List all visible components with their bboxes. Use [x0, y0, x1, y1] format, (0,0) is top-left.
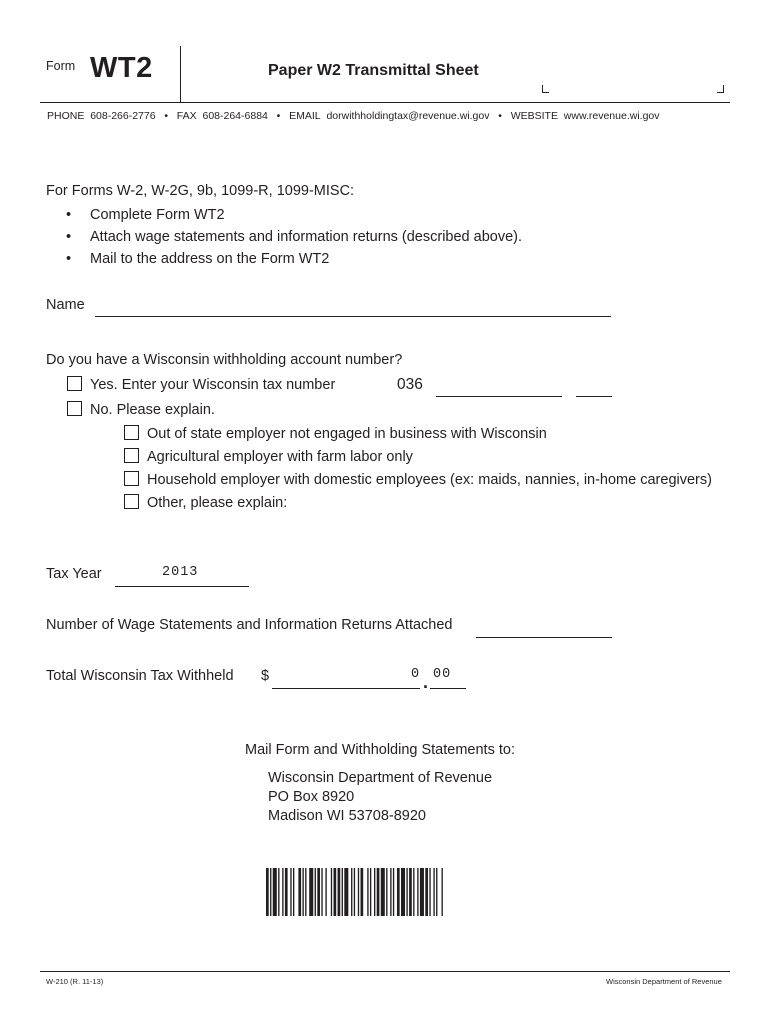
wage-statements-label: Number of Wage Statements and Information Returns Attached [46, 617, 453, 633]
header-divider [180, 46, 181, 102]
barcode-bar [425, 868, 428, 916]
barcode-bar [282, 868, 283, 916]
reason-label: Other, please explain: [147, 495, 288, 511]
separator: • [164, 110, 169, 122]
footer-rule [40, 971, 730, 972]
wage-statements-field[interactable] [477, 617, 611, 635]
form-id: W-210 (R. 11-13) [46, 977, 104, 986]
barcode-bar [270, 868, 271, 916]
barcode-bar [273, 868, 277, 916]
other-checkbox[interactable] [124, 494, 139, 509]
name-label: Name [46, 297, 85, 313]
separator: • [498, 110, 502, 122]
instruction-item: Mail to the address on the Form WT2 [90, 251, 330, 267]
agricultural-checkbox[interactable] [124, 448, 139, 463]
yes-label: Yes. Enter your Wisconsin tax number [90, 377, 336, 393]
barcode-bar [298, 868, 301, 916]
separator: • [276, 110, 281, 122]
name-field[interactable] [96, 297, 610, 315]
phone-number: 608-266-2776 [90, 110, 156, 122]
instruction-item: Complete Form WT2 [90, 207, 225, 223]
yes-checkbox[interactable] [67, 376, 82, 391]
form-number: WT2 [90, 52, 153, 84]
tax-number-underline [436, 396, 562, 397]
withholding-question: Do you have a Wisconsin withholding account number? [46, 352, 403, 368]
barcode-bar [386, 868, 387, 916]
dollars-underline [272, 688, 420, 689]
barcode-bar [325, 868, 326, 916]
barcode-bar [420, 868, 424, 916]
cents-underline [430, 688, 466, 689]
mailing-line: Wisconsin Department of Revenue [268, 770, 493, 786]
website-url: www.revenue.wi.gov [563, 110, 660, 122]
barcode-bar [293, 868, 294, 916]
tax-number-suffix-underline [576, 396, 612, 397]
barcode [266, 868, 506, 916]
barcode-bar [367, 868, 368, 916]
barcode-bar [331, 868, 332, 916]
barcode-bar [409, 868, 412, 916]
barcode-bar [377, 868, 380, 916]
barcode-bar [390, 868, 391, 916]
total-cents-field[interactable]: 00 [433, 667, 452, 682]
name-underline [95, 316, 611, 317]
bullet: • [66, 207, 72, 223]
barcode-bar [309, 868, 313, 916]
barcode-bar [406, 868, 407, 916]
mailing-line: Madison WI 53708-8920 [268, 808, 426, 824]
currency-symbol: $ [261, 668, 270, 684]
reason-label: Agricultural employer with farm labor only [147, 449, 413, 465]
barcode-bar [321, 868, 322, 916]
website-label: WEBSITE [510, 110, 558, 122]
bullet: • [66, 251, 72, 267]
barcode-bar [354, 868, 355, 916]
barcode-bar [361, 868, 364, 916]
corner-mark-right [717, 85, 724, 93]
instruction-item: Attach wage statements and information returns (described above). [90, 229, 523, 245]
total-dollars-field[interactable]: 0 [411, 667, 420, 682]
total-withheld-label: Total Wisconsin Tax Withheld [46, 668, 234, 684]
mailing-line: PO Box 8920 [268, 789, 355, 805]
instructions-intro: For Forms W-2, W-2G, 9b, 1099-R, 1099-MISC: [46, 183, 355, 199]
corner-mark-left [542, 85, 549, 93]
barcode-bar [374, 868, 375, 916]
barcode-bar [397, 868, 400, 916]
barcode-bar [305, 868, 306, 916]
barcode-bar [429, 868, 430, 916]
barcode-bar [338, 868, 341, 916]
tax-year-label: Tax Year [46, 566, 102, 582]
barcode-bar [317, 868, 320, 916]
barcode-bar [433, 868, 434, 916]
barcode-bar [302, 868, 303, 916]
household-checkbox[interactable] [124, 471, 139, 486]
no-label: No. Please explain. [90, 402, 215, 418]
fax-label: FAX [176, 110, 197, 122]
phone-label: PHONE [47, 110, 85, 122]
barcode-bar [351, 868, 352, 916]
barcode-bar [315, 868, 316, 916]
bullet: • [66, 229, 72, 245]
no-checkbox[interactable] [67, 401, 82, 416]
out-of-state-checkbox[interactable] [124, 425, 139, 440]
decimal-point: . [423, 672, 429, 692]
form-label: Form [46, 59, 76, 73]
mailing-heading: Mail Form and Withholding Statements to: [245, 742, 515, 758]
fax-number: 608-264-6884 [202, 110, 268, 122]
barcode-bar [278, 868, 279, 916]
barcode-bar [342, 868, 343, 916]
email-address: dorwithholdingtax@revenue.wi.gov [326, 110, 490, 122]
agency-name: Wisconsin Department of Revenue [606, 977, 722, 986]
barcode-bar [442, 868, 443, 916]
barcode-bar [413, 868, 414, 916]
reason-label: Out of state employer not engaged in business with Wisconsin [147, 426, 547, 442]
tax-year-field[interactable]: 2013 [162, 565, 199, 580]
barcode-bar [381, 868, 385, 916]
barcode-bar [358, 868, 359, 916]
barcode-bar [393, 868, 394, 916]
barcode-bar [344, 868, 348, 916]
barcode-bar [266, 868, 269, 916]
reason-label: Household employer with domestic employees (ex: maids, nannies, in-home caregivers) [147, 472, 712, 488]
tax-number-suffix-field[interactable] [577, 377, 611, 395]
barcode-bar [285, 868, 288, 916]
wage-statements-underline [476, 637, 612, 638]
barcode-bar [401, 868, 405, 916]
barcode-bar [370, 868, 371, 916]
page-title: Paper W2 Transmittal Sheet [268, 62, 479, 79]
barcode-bar [436, 868, 437, 916]
contact-line [47, 110, 660, 122]
barcode-bar [417, 868, 418, 916]
header-rule [40, 102, 730, 103]
barcode-bar [334, 868, 337, 916]
tax-number-prefix: 036 [397, 376, 423, 393]
tax-year-underline [115, 586, 249, 587]
email-label: EMAIL [289, 110, 321, 122]
barcode-bar [290, 868, 291, 916]
tax-number-field[interactable] [437, 377, 561, 395]
